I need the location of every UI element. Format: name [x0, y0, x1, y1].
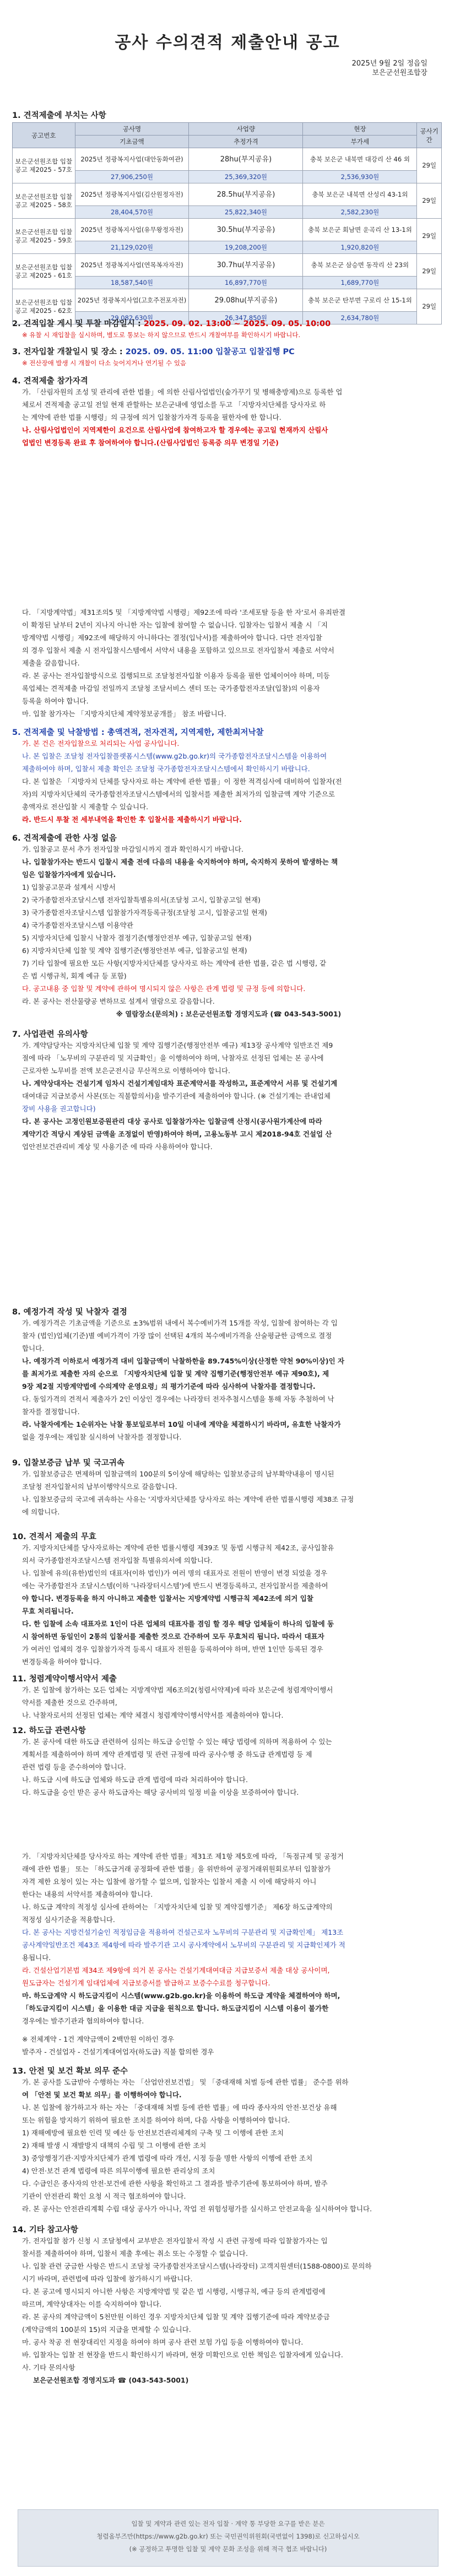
- cell-site: 충북 보은군 탄부면 구로리 산 15-1외: [303, 289, 417, 312]
- cell-vat: 1,689,770원: [303, 277, 417, 289]
- s5-line: 자)의 지방자치단체의 국가종합전자조달시스템에서의 입찰서를 제출한 최저가의 입찰금액 계약 기준으로: [22, 790, 335, 798]
- section-13-heading: 13. 안전 및 보건 확보 의무 준수: [12, 2067, 128, 2076]
- s13-line: 가. 본 공사를 도급받아 수행하는 자는 「산업안전보건법」 및 「중대재해 처벌 등에 관한 법률」 준수를 위하: [22, 2078, 349, 2086]
- s12-line: 용됩니다.: [22, 1953, 51, 1962]
- s13-line: 여 「안전 및 보건 확보 의무」를 이행하여야 합니다.: [22, 2091, 182, 2099]
- s14-line: 라. 본 공사의 계약금액이 5천만원 이하인 경우 지방자치단체 입찰 및 계약 집행기준에 따라 계약보증금: [22, 2313, 330, 2321]
- s4-line: 이 확정된 날부터 2년이 지나지 아니한 자는 입찰에 참여할 수 없습니다. 입찰자는 입찰서 제출 시 「지: [22, 621, 328, 629]
- s14-line: 다. 본 공고에 명시되지 아니한 사항은 지방계약법 및 같은 법 시행령, 시행규칙, 예규 등의 관계법령에: [22, 2287, 326, 2296]
- cell-vat: 2,582,230원: [303, 206, 417, 219]
- s6-line: 임은 입찰참가자에게 있습니다.: [22, 870, 116, 879]
- table-row: [13, 148, 442, 171]
- s9-line: 조달청 전자입찰서의 납부이행약식으로 갈음합니다.: [22, 1482, 177, 1491]
- section-6-heading: 6. 견적제출에 관한 사정 없음: [12, 834, 117, 843]
- s8-line: 나. 예정가격 이하로서 예정가격 대비 입찰금액이 낙찰하한율 89.745%이상(산정한 약천 90%이상)인 자: [22, 1357, 345, 1365]
- section-10-heading: 10. 견적서 제출의 무효: [12, 1533, 96, 1541]
- s12-line: 공사계약일반조건 제43조 제4항에 따라 발주기관 고시 공사계약에서 노무비의 구분관리 및 지급확인제가 적: [22, 1941, 345, 1949]
- s10-line: 가. 지방자치단체를 당사자로하는 계약에 관한 법률시행령 제39조 및 동법 시행규칙 제42조, 공사입찰유: [22, 1544, 334, 1552]
- s10-line: 무효 처리됩니다.: [22, 1607, 74, 1615]
- col-header-no: 공고번호: [13, 123, 75, 148]
- section-4-body-2: [22, 606, 435, 720]
- s7-line: 근로자한 노무비를 전액 보은군전시금 무산적으로 이행하여야 합니다.: [22, 1067, 230, 1075]
- s8-line: 를 최저가로 제출한 자의 순으로 「지방자치단체 입찰 및 계약 집행기준(행정안전부 예규 제90호), 제: [22, 1370, 329, 1378]
- s8-line: 9장 제2절 지방계약법에 수의계약 운영요령」의 평가기준에 따라 심사하여 낙찰자를 결정합니다.: [22, 1382, 316, 1390]
- cell-quantity: 30.5hu(부지공유): [189, 219, 303, 241]
- s12-line: 다. 본 공사는 지방건설기술인 적정임금을 적용하여 건설근로자 노무비의 구분관리 및 지급확인제」 제13조: [22, 1928, 344, 1936]
- s6-line: 나. 입찰참가자는 반드시 입찰시 제출 전에 다음의 내용을 숙지하여야 하며, 숙지하지 못하여 발생하는 책: [22, 858, 338, 866]
- table-row-amounts: [13, 277, 442, 289]
- cell-estimated-price: 25,822,340원: [189, 206, 303, 219]
- s14-line: 사. 기타 문의사항: [22, 2363, 75, 2372]
- s14-line: 가. 전자입찰 참가 신청 시 조달청에서 교부받은 전자입찰서 작성 시 관련 규정에 따라 입찰참가자는 입: [22, 2237, 328, 2245]
- publish-date: 2025년 9월 2일 정읍일: [351, 59, 427, 68]
- section-5-heading: [12, 726, 264, 738]
- cell-site: 충북 보은군 내북면 대강리 산 46 외: [303, 148, 417, 171]
- s13-line: 2) 재해 발생 시 재발방지 대책의 수립 및 그 이행에 관한 조치: [22, 2141, 207, 2150]
- section-1-heading: 1. 견적제출에 부치는 사항: [12, 111, 106, 120]
- col-header-base: 기초금액: [75, 136, 189, 148]
- cell-base-amount: 21,129,020원: [75, 241, 189, 254]
- bid-period: 2025. 09. 02. 13:00 ~ 2025. 09. 05. 10:00: [143, 320, 331, 328]
- s11-line: 가. 본 입찰에 참가하는 모든 업체는 지방계약법 제6조의2(청렴서약제)에 따라 보은군에 청렴계약이행서: [22, 1686, 333, 1694]
- col-header-vat: 부가세: [303, 136, 417, 148]
- opening-datetime: 2025. 09. 05. 11:00 입찰공고 입찰집행 PC: [125, 348, 295, 356]
- s12-line: 마. 하도급계약 시 하도급지킴이 시스템(www.g2b.go.kr)을 이용하여 하도급 계약을 체결하여야 하며,: [22, 1991, 340, 2000]
- s13-line: 또는 위험을 방지하기 위하여 필요한 조치를 하여야 하며, 다음 사항을 이행하여야 합니다.: [22, 2116, 290, 2124]
- section-14-heading: 14. 기타 참고사항: [12, 2226, 78, 2234]
- section-14-body: [22, 2234, 435, 2386]
- col-header-period: 공사기간: [417, 123, 442, 148]
- s6-line: 5) 지방자치단체 입찰시 낙찰자 결정기준(행정안전부 예규, 입찰공고일 현재): [22, 934, 252, 942]
- section-2-label: 2. 견적입찰 게시 및 투찰 마감일시 :: [12, 320, 141, 328]
- section-6-body: [22, 843, 435, 1020]
- cell-quantity: 30.7hu(부지공유): [189, 254, 303, 277]
- s6-contact: ※ 열람장소(문의처) : 보은군선원조합 경영지도과 (☎ 043-543-5001): [116, 1010, 342, 1018]
- section-13-body: [22, 2076, 435, 2215]
- s12-line: 원도급자는 건설기계 임대업체에 지급보증서를 발급하고 보증수수료를 청구합니다.: [22, 1979, 270, 1987]
- cell-period: 29일: [417, 254, 442, 289]
- cell-vat: 1,920,820원: [303, 241, 417, 254]
- s10-line: 가 여러인 업체의 경우 입찰참가자격 등록시 대표자 전원을 등록하여야 하며, 반면 1인만 등록된 경우: [22, 1645, 323, 1653]
- s6-line: 다. 공고내용 중 입찰 및 계약에 관하여 명시되지 않은 사항은 관계 법령 및 규정 등에 의합니다.: [22, 984, 306, 993]
- s8-line: 가. 예정가격은 기초금액을 기준으로 ±3%범위 내에서 복수예비가격 15개를 작성, 입찰에 참여하는 각 입: [22, 1319, 338, 1327]
- cell-estimated-price: 16,897,770원: [189, 277, 303, 289]
- table-subheader-row: [13, 136, 442, 148]
- cell-base-amount: 27,906,250원: [75, 171, 189, 183]
- s14-line: 따르며, 계약상대자는 이를 숙지하여야 합니다.: [22, 2300, 162, 2308]
- s5-line: 나. 본 입찰은 조달청 전자입찰플랫폼시스템(www.g2b.go.kr)의 국가종합전자조달시스템을 이용하여: [22, 752, 327, 760]
- section-2-note: ※ 유찰 시 재입찰을 실시하며, 별도로 통보는 하지 않으므로 반드시 개찰여부를 확인하시기 바랍니다.: [22, 331, 301, 339]
- cell-site: 충북 보은군 내북면 산성리 43-1외: [303, 183, 417, 206]
- s7-line: 장비 사용을 권고합니다): [22, 1105, 96, 1113]
- s8-line: 라. 낙찰자에게는 1순위자는 낙찰 통보일로부터 10일 이내에 계약을 체결하시기 바라며, 유효한 낙찰자가: [22, 1420, 341, 1428]
- table-row-amounts: [13, 241, 442, 254]
- cell-site: 충북 보은군 회남면 운곡리 산 13-1외: [303, 219, 417, 241]
- s12-line: 가. 「지방자치단체를 당사자로 하는 계약에 관한 법률」제31조 제1항 제5호에 따라, 「독점규제 및 공정거: [22, 1852, 344, 1860]
- section-12-heading: 12. 하도급 관련사항: [12, 1727, 86, 1735]
- s14-line: 마. 공사 착공 전 현장대리인 지정을 하여야 하며 공사 관련 보험 가입 등을 이행하여야 합니다.: [22, 2338, 304, 2346]
- s12-line: 자격 제한 요청이 있는 자는 입찰에 참가할 수 없으며, 입찰자는 입찰서 제출 시 이에 해당하지 아니: [22, 1877, 317, 1886]
- cell-project-name: 2025년 정광복지사업(유무왕정자전): [75, 219, 189, 241]
- s14-line: 나. 입찰 관련 궁금한 사항은 반드시 조달청 국가종합전자조달시스템(나라장터) 고객지원센터(1588-0800)로 문의하: [22, 2262, 372, 2270]
- cell-base-amount: 28,404,570원: [75, 206, 189, 219]
- s8-line: 합니다.: [22, 1344, 45, 1352]
- s14-line: 시기 바라며, 관련법에 따라 입찰에 참가하시기 바랍니다.: [22, 2275, 193, 2283]
- s4-line: 업법인 변경등록 완료 후 참여하여야 합니다.(산림사업법인 등록증 의무 변경일 기준): [22, 439, 279, 447]
- section-9-body: [22, 1468, 435, 1518]
- s11-line: 약서를 제출한 것으로 간주하며,: [22, 1698, 117, 1707]
- s7-line: 대여대금 지급보증서 사본(또는 직불합의서)을 발주기관에 제출하여야 합니다. (※ 건설기계는 관내업체: [22, 1092, 331, 1100]
- cell-quantity: 28.5hu(부지공유): [189, 183, 303, 206]
- s10-line: 에는 국가종합전자 조달시스템(이하 '나라장터시스템')에 반드시 변경등록하고, 전자입찰서를 제출하여: [22, 1582, 328, 1590]
- cell-quantity: 29.08hu(부지공유): [189, 289, 303, 312]
- section-12-body: [22, 1735, 435, 1799]
- s6-line: 7) 기타 입찰에 필요한 모든 사항(지방자치단체를 당사자로 하는 계약에 관한 법률, 같은 법 시행령, 같: [22, 959, 327, 967]
- s14-line: 찰서를 제출하여야 하며, 입찰서 제출 후에는 취소 또는 수정할 수 없습니다.: [22, 2249, 248, 2258]
- table-row: [13, 254, 442, 277]
- s8-line: 찰자 (법인)업체(기준)별 예비가격이 가장 많이 선택된 4개의 복수예비가격을 산술평균한 금액으로 결정: [22, 1332, 332, 1340]
- section-2-heading: [12, 317, 331, 329]
- section-3-label: 3. 전자입찰 개찰일시 및 장소 :: [12, 348, 123, 356]
- s10-line: 나. 입찰에 유의(유한)법인의 대표자(이하 법인)가 여러 명의 대표자로 전원이 반영이 변경 되었을 경우: [22, 1569, 328, 1577]
- cell-notice-no: 보은군선원조합 입찰공고 제2025 - 62호: [13, 289, 75, 324]
- section-8-heading: 8. 예정가격 작성 및 낙찰자 결정: [12, 1308, 127, 1317]
- integrity-footer-box: [18, 2509, 438, 2567]
- table-row: [13, 219, 442, 241]
- table-row-amounts: [13, 171, 442, 183]
- col-header-qty: 사업량: [189, 123, 303, 136]
- section-7-body: [22, 1039, 435, 1153]
- s6-line: 3) 국가종합전자조달시스템 입찰참가자격등록규정(조달청 고시, 입찰공고일 현재): [22, 908, 267, 917]
- section-5-label: 5. 견적제출 및 낙찰방법 : 총액견적, 전자견적, 지역제한, 제한최저낙찰: [12, 728, 264, 737]
- bid-items-table: [12, 122, 442, 324]
- s6-line: 4) 국가종합전자조달시스템 이용약관: [22, 921, 133, 929]
- section-3-note: ※ 전산장애 발생 시 개찰이 다소 늦어지거나 연기될 수 있음: [22, 359, 187, 367]
- s12-line: 경우에는 발주기관과 협의하여야 합니다.: [22, 2017, 144, 2025]
- s12-line: 발주자 - 건설업자 - 건설기계대여업자(하도급) 직불 합의한 경우: [22, 2048, 214, 2056]
- col-header-name: 공사명: [75, 123, 189, 136]
- s10-line: 변경등록을 하여야 합니다.: [22, 1658, 102, 1666]
- s9-line: 가. 입찰보증금은 면제하며 입찰금액의 100분의 5이상에 해당하는 입찰보증금의 납부확약내용이 명시된: [22, 1470, 334, 1478]
- col-header-est: 추정가격: [189, 136, 303, 148]
- s14-line: (계약금액의 100분의 15)의 지급을 면제할 수 있습니다.: [22, 2325, 191, 2334]
- s12-line: 나. 하도급 시에 하도급 업체와 하도급 관계 법령에 따라 처리하여야 합니다.: [22, 1776, 248, 1784]
- s13-line: 나. 본 입찰에 참가하고자 하는 자는 「중대재해 처벌 등에 관한 법률」에 따라 종사자의 안전·보건상 유해: [22, 2103, 337, 2112]
- publish-org: 보은군선원조합장: [372, 69, 427, 77]
- s7-line: 다. 본 공사는 고정인원보증원관리 대상 공사로 입찰참가자는 입찰금액 산정시(공사원가계산에 따라: [22, 1117, 322, 1125]
- s4-line: 라. 본 공사는 전자입찰방식으로 집행되므로 조달청전자입찰 이용자 등록을 필한 업체이어야 하며, 미등: [22, 672, 330, 680]
- cell-estimated-price: 19,208,200원: [189, 241, 303, 254]
- cell-notice-no: 보은군선원조합 입찰공고 제2025 - 57호: [13, 148, 75, 183]
- s4-line: 체로서 견적제출 공고일 전일 현재 관할하는 보은군내에 영업소를 두고 「지방자치단체를 당사자로 하: [22, 401, 326, 409]
- s8-line: 찰자를 결정합니다.: [22, 1408, 80, 1416]
- col-header-site: 현장: [303, 123, 417, 136]
- s10-line: 시 참여하면 동일인이 2통의 입찰서를 제출한 것으로 간주하여 모두 무효처리 됩니다. 따라서 대표자: [22, 1632, 324, 1641]
- cell-notice-no: 보은군선원조합 입찰공고 제2025 - 61호: [13, 254, 75, 289]
- s9-line: 에 의합니다.: [22, 1508, 60, 1516]
- s5-line: 다. 본 입찰은 「지방자치 단체를 당사자로 하는 계약에 관한 법률」이 정한 적격심사에 대비하여 입찰자(전: [22, 777, 342, 786]
- section-7-heading: 7. 사업관련 유의사항: [12, 1030, 88, 1039]
- s5-line: 총액자로 전산입찰 시 제출할 수 있습니다.: [22, 803, 149, 811]
- table-row: [13, 183, 442, 206]
- s4-line: 의 경우 입찰서 제출 시 전자입찰시스템에서 서약서 내용을 포함하고 있으므로 전자입찰서 제출로 서약서: [22, 646, 334, 654]
- section-12-body-2: [22, 1850, 435, 2027]
- s7-line: 계약기간 적당시 계상된 금액을 조정없이 반영)하여야 하며, 고용노동부 고시 제2018-94호 건설업 산: [22, 1130, 332, 1138]
- cell-period: 29일: [417, 148, 442, 183]
- cell-vat: 2,634,780원: [303, 312, 417, 324]
- s13-line: 4) 안전·보건 관계 법령에 따른 의무이행에 필요한 관리상의 조치: [22, 2167, 215, 2175]
- s12-line: 관련 법령 등을 준수하여야 합니다.: [22, 1763, 126, 1771]
- s12-line: ※ 전체계약 - 1건 계약금액이 2백만원 이하인 경우: [22, 2035, 175, 2043]
- footer-line-3: (※ 공정하고 투명한 입찰 및 계약 문화 조성을 위해 적극 협조 바랍니다): [129, 2545, 327, 2553]
- s6-line: 6) 지방자치단체 입찰 및 계약 집행기준(행정안전부 예규, 입찰공고일 현재): [22, 946, 247, 955]
- s12-line: 가. 본 공사에 대한 하도급 관련하여 심의는 하도급 승인할 수 있는 해당 법령에 의하며 적용하여 수 있는: [22, 1738, 332, 1746]
- s12-line: 래에 관한 법률」 또는 「하도급거래 공정화에 관한 법률」을 위반하여 공정거래위원회로부터 입찰참가: [22, 1865, 331, 1873]
- s4-line: 가. 「산림자원의 조성 및 관리에 관한 법률」에 의한 산림사업법인(숲가꾸기 및 병해충방제)으로 등록한 업: [22, 388, 343, 396]
- cell-project-name: 2025년 정광복지사업(대안동화여관): [75, 148, 189, 171]
- page-title: 공사 수의견적 제출안내 공고: [115, 33, 340, 52]
- section-8-body: [22, 1317, 435, 1443]
- s10-line: 의서 국가종합전자조달시스템 전자입찰 특별유의서에 의합니다.: [22, 1556, 213, 1565]
- table-row: [13, 289, 442, 312]
- s7-line: 절에 따라 「노무비의 구분관리 및 지급확인」을 이행하여야 하며, 낙찰자로 선정된 업체는 본 공사에: [22, 1054, 324, 1062]
- s5-line: 가. 본 건은 전자입찰으로 처리되는 사업 공사입니다.: [22, 739, 180, 748]
- s12-line: 계획서를 제출하여야 하며 계약 관계법령 및 관련 규정에 따라 공사수행 중 하도급 관계법령 등 제: [22, 1750, 312, 1758]
- section-11-body: [22, 1684, 435, 1722]
- s4-line: 제출을 갈음합니다.: [22, 659, 80, 667]
- s13-line: 기관이 안전관리 확인 요청 시 적극 협조하여야 합니다.: [22, 2192, 186, 2200]
- cell-base-amount: 29,082,630원: [75, 312, 189, 324]
- s7-line: 가. 계약담당자는 지방자치단체 입찰 및 계약 집행기준(행정안전부 예규) 제13장 공사계약 일반조건 제9: [22, 1041, 333, 1049]
- footer-line-1: 입찰 및 계약과 관련 있는 전자 입찰 · 계약 통 부당한 요구를 받은 분은: [131, 2520, 325, 2528]
- section-5-body: [22, 737, 435, 826]
- cell-project-name: 2025년 정광복지사업(연목복자자전): [75, 254, 189, 277]
- section-4-heading: 4. 견적제출 참가자격: [12, 377, 88, 386]
- table-row-amounts: [13, 206, 442, 219]
- s14-contact: 보은군선원조합 경영지도과 ☎ (043-543-5001): [33, 2376, 189, 2384]
- s13-line: 3) 중앙행정기관·지방자치단체가 관계 법령에 따라 개선, 시정 등을 명한 사항의 이행에 관한 조치: [22, 2154, 313, 2162]
- s6-line: 라. 본 공사는 전산물량공 변하므로 설계서 열람으로 갈음합니다.: [22, 997, 215, 1005]
- s12-line: 라. 건설산업기본법 제34조 제9항에 의거 본 공사는 건설기계대여대금 지급보증서 제출 대상 공사이며,: [22, 1966, 330, 1974]
- s4-line: 나. 산림사업법인이 지역제한이 요건으로 산림사업에 참여하고자 할 경우에는 공고일 현재까지 산림사: [22, 426, 328, 434]
- s6-line: 1) 입찰공고문과 설계서 시방서: [22, 883, 116, 891]
- cell-project-name: 2025년 정광복지사업(고호주전포자전): [75, 289, 189, 312]
- section-9-heading: 9. 입찰보증금 납부 및 국고귀속: [12, 1459, 124, 1468]
- s5-line: 제출하여야 하며, 입찰서 제출 확인은 조달청 국가종합전자조달시스템에서 확인하시기 바랍니다.: [22, 765, 310, 773]
- cell-base-amount: 18,587,540원: [75, 277, 189, 289]
- s4-line: 는 계약에 관한 법률 시행령」의 규정에 의거 입찰참가자격 등록을 필한자에 한 합니다.: [22, 413, 281, 421]
- s12-line: 적정성 심사기준을 적용합니다.: [22, 1915, 115, 1924]
- section-3-heading: [12, 345, 295, 357]
- s5-line: 라. 반드시 투찰 전 세부내역을 확인한 후 입찰서를 제출하시기 바랍니다.: [22, 815, 242, 824]
- s4-line: 다. 「지방계약법」제31조의5 및 「지방계약법 시행령」제92조에 따라 '조세포탈 등을 한 자'로서 유죄판결: [22, 608, 346, 616]
- section-11-heading: 11. 청렴계약이행서약서 제출: [12, 1675, 117, 1684]
- cell-vat: 2,536,930원: [303, 171, 417, 183]
- cell-period: 29일: [417, 183, 442, 219]
- s9-line: 나. 입찰보증금의 국고에 귀속하는 사유는 '지방자치단체를 당사자로 하는 계약에 관한 법률시행령 제38조 규정: [22, 1495, 354, 1503]
- cell-estimated-price: 26,347,850원: [189, 312, 303, 324]
- cell-site: 충북 보은군 삼승면 동작리 산 23외: [303, 254, 417, 277]
- cell-period: 29일: [417, 219, 442, 254]
- s8-line: 없을 경우에는 재입찰 실시하여 낙찰자를 결정합니다.: [22, 1433, 182, 1441]
- cell-project-name: 2025년 정광복지사업(김산원정자전): [75, 183, 189, 206]
- footer-line-2: 청렴옴부즈만(https://www.g2b.go.kr) 또는 국민권익위원회(국번없이 1398)로 신고하십시오: [96, 2532, 360, 2540]
- s12-line: 다. 하도급을 승인 받은 공사 하도급자는 해당 공사비의 일정 비율 이상을 보증하여야 합니다.: [22, 1788, 299, 1796]
- s12-line: 「하도급지킴이 시스템」을 이용한 대금 지급을 원칙으로 합니다. 하도급지킴이 시스템 이용이 불가한: [22, 2004, 329, 2012]
- s10-line: 야 합니다. 변경등록을 하지 아니하고 제출한 입찰서는 지방계약법 시행규칙 제42조에 의거 입찰: [22, 1594, 313, 1603]
- s13-line: 다. 수급인은 종사자의 안전·보건에 관한 사항을 확인하고 그 결과를 발주기관에 통보하여야 하며, 발주: [22, 2179, 328, 2188]
- section-10-body: [22, 1541, 435, 1668]
- s4-line: 록업체는 견적제출 마감일 전일까지 조달청 조달서비스 센터 또는 국가종합전자조달(입찰)의 이용자: [22, 684, 320, 692]
- s12-line: 나. 하도급 계약의 적정성 심사에 관하여는 「지방자치단체 입찰 및 계약집행기준」 제6장 하도급계약의: [22, 1903, 333, 1911]
- s11-line: 나. 낙찰자로서의 선정된 업체는 계약 체결시 청렴계약이행서약서를 제출하여야 합니다.: [22, 1711, 284, 1719]
- s7-line: 업안전보건관리비 계상 및 사용기준 에 따라 사용하여야 합니다.: [22, 1143, 213, 1151]
- s13-line: 1) 재해예방에 필요한 인력 및 예산 등 안전보건관리체계의 구축 및 그 이행에 관한 조치: [22, 2129, 284, 2137]
- s6-line: 은 법 시행규칙, 회계 예규 등 포함): [22, 972, 127, 980]
- s4-line: 마. 입찰 참가자는 「지방자치단체 계약정보공개를」 참조 바랍니다.: [22, 710, 226, 718]
- section-12-body-3: [22, 2033, 435, 2058]
- cell-period: 29일: [417, 289, 442, 324]
- section-4-body: [22, 386, 435, 449]
- s10-line: 다. 한 입찰에 소속 대표자로 1인이 다른 업체의 대표자를 겸임 할 경우 해당 업체들이 하나의 입찰에 동: [22, 1620, 334, 1628]
- s8-line: 다. 동일가격의 견적서 제출자가 2인 이상인 경우에는 나라장터 전자추첨시스템을 통해 자동 추첨하여 낙: [22, 1395, 334, 1403]
- s12-line: 한다는 내용의 서약서를 제출하여야 합니다.: [22, 1890, 153, 1898]
- table-header-row: [13, 123, 442, 136]
- cell-estimated-price: 25,369,320원: [189, 171, 303, 183]
- s4-line: 등록을 하여야 합니다.: [22, 697, 89, 705]
- s7-line: 나. 계약상대자는 건설기계 임차시 건설기계임대차 표준계약서를 작성하고, 표준계약서 서류 및 건설기계: [22, 1079, 338, 1087]
- s6-line: 2) 국가종합전자조달시스템 전자입찰특별유의서(조달청 고시, 입찰공고일 현재): [22, 896, 261, 904]
- s14-line: 바. 입찰자는 입찰 전 현장을 반드시 확인하시기 바라며, 현장 미확인으로 인한 책임은 입찰자에게 있습니다.: [22, 2351, 343, 2359]
- s4-line: 방계약법 시행령」제92조에 해당하지 아니하다는 결정(입낙서)를 제출하여야 합니다. 다만 전자입찰: [22, 634, 322, 642]
- cell-notice-no: 보은군선원조합 입찰공고 제2025 - 59호: [13, 219, 75, 254]
- cell-quantity: 28hu(부지공유): [189, 148, 303, 171]
- cell-notice-no: 보은군선원조합 입찰공고 제2025 - 58호: [13, 183, 75, 219]
- s13-line: 라. 본 공사는 안전관리계획 수립 대상 공사가 아니나, 작업 전 위험성평가를 실시하고 안전교육을 실시하여야 합니다.: [22, 2205, 372, 2213]
- s6-line: 가. 입찰공고 문서 추가 전자입찰 마감일시까지 결과 확인하시기 바랍니다.: [22, 845, 243, 853]
